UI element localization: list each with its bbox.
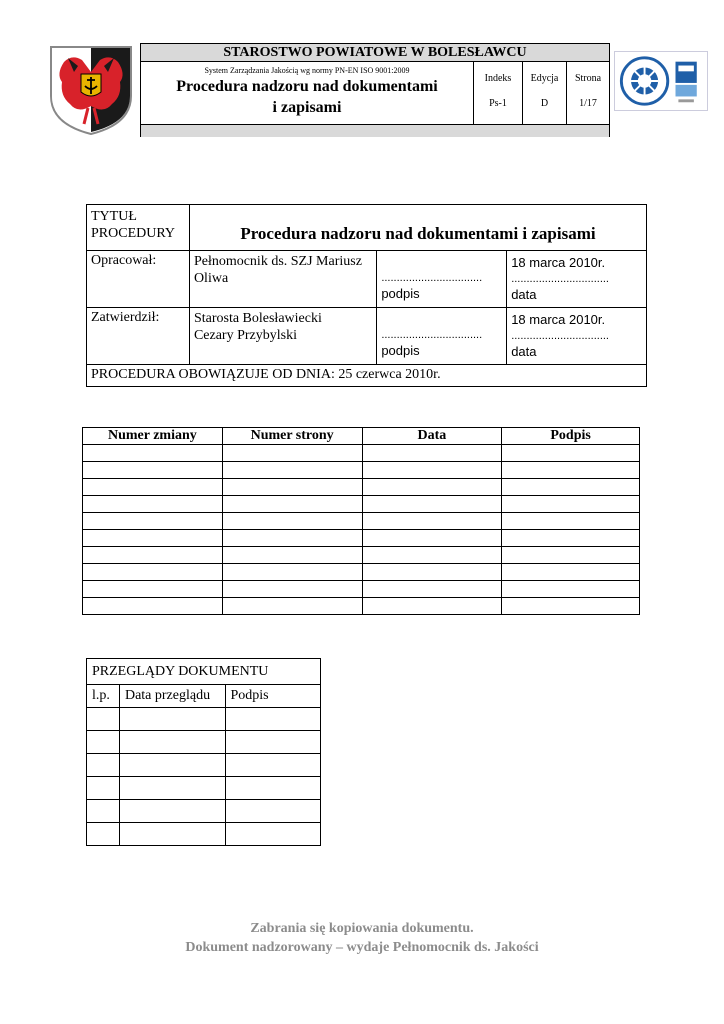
table-row [83, 598, 640, 615]
table-cell [502, 479, 640, 496]
table-cell [502, 547, 640, 564]
table-cell [83, 479, 223, 496]
reviews-header-signature: Podpis [225, 685, 321, 708]
table-cell [222, 496, 362, 513]
table-cell [83, 462, 223, 479]
index-label: Indeks [484, 73, 512, 84]
procedure-title-label-2: PROCEDURY [91, 226, 176, 241]
table-cell [222, 530, 362, 547]
table-cell [362, 479, 502, 496]
table-cell [87, 754, 120, 777]
table-cell [119, 823, 225, 846]
table-cell [362, 581, 502, 598]
footer-line-1: Zabrania się kopiowania dokumentu. [250, 921, 474, 936]
table-cell [83, 598, 223, 615]
table-cell [222, 479, 362, 496]
prepared-signature-label: podpis [381, 286, 420, 301]
table-cell [362, 530, 502, 547]
table-cell [502, 581, 640, 598]
table-cell [502, 564, 640, 581]
table-row [83, 445, 640, 462]
prepared-by-line-2: Oliwa [193, 271, 229, 286]
prepared-date-line: ................................ [511, 273, 609, 285]
page-label: Strona [574, 73, 602, 84]
table-cell [83, 445, 223, 462]
document-header [140, 43, 610, 137]
header-title-line-2: i zapisami [272, 99, 342, 116]
table-cell [502, 513, 640, 530]
reviews-header-review-date: Data przeglądu [119, 685, 225, 708]
table-cell [83, 496, 223, 513]
table-row [87, 800, 321, 823]
table-cell [362, 496, 502, 513]
table-cell [225, 777, 321, 800]
table-cell [502, 598, 640, 615]
footer-notice [0, 919, 724, 957]
table-cell [222, 462, 362, 479]
table-cell [362, 547, 502, 564]
table-cell [83, 581, 223, 598]
prepared-by-line-1: Pełnomocnik ds. SZJ Mariusz [193, 254, 362, 269]
table-cell [87, 777, 120, 800]
prepared-signature-line: ................................. [381, 272, 483, 284]
table-cell [119, 731, 225, 754]
table-row [83, 513, 640, 530]
table-cell [225, 800, 321, 823]
table-cell [362, 513, 502, 530]
table-cell [222, 598, 362, 615]
document-reviews-table [86, 658, 321, 846]
table-row [87, 708, 321, 731]
table-cell [362, 462, 502, 479]
table-cell [83, 564, 223, 581]
table-cell [225, 823, 321, 846]
table-row [83, 547, 640, 564]
table-cell [502, 462, 640, 479]
prepared-date: 18 marca 2010r. [511, 255, 606, 270]
approved-date-label: data [511, 344, 537, 359]
changes-header-signature: Podpis [502, 428, 640, 445]
table-cell [502, 445, 640, 462]
index-value: Ps-1 [489, 98, 507, 109]
quality-system-note: System Zarządzania Jakością wg normy PN-EN ISO 9001:2009 [204, 66, 410, 75]
procedure-title: Procedura nadzoru nad dokumentami i zapisami [189, 205, 646, 251]
table-cell [362, 445, 502, 462]
table-row [87, 731, 321, 754]
table-cell [83, 547, 223, 564]
procedure-title-label-1: TYTUŁ [91, 209, 137, 224]
procedure-info-table [86, 204, 647, 387]
table-cell [119, 754, 225, 777]
table-cell [222, 445, 362, 462]
table-cell [225, 754, 321, 777]
table-row [83, 479, 640, 496]
institution-name: STAROSTWO POWIATOWE W BOLESŁAWCU [141, 44, 609, 62]
approved-signature-line: ................................. [381, 329, 483, 341]
table-row [87, 754, 321, 777]
table-cell [119, 708, 225, 731]
approved-date: 18 marca 2010r. [511, 312, 606, 327]
approved-date-line: ................................ [511, 330, 609, 342]
table-cell [502, 496, 640, 513]
table-row [83, 496, 640, 513]
table-cell [222, 581, 362, 598]
table-cell [222, 547, 362, 564]
table-cell [362, 564, 502, 581]
table-cell [119, 777, 225, 800]
table-cell [119, 800, 225, 823]
changes-header-date: Data [362, 428, 502, 445]
changes-header-change-number: Numer zmiany [83, 428, 223, 445]
table-row [83, 564, 640, 581]
table-cell [225, 708, 321, 731]
table-cell [83, 513, 223, 530]
table-cell [87, 708, 120, 731]
approved-by-line-2: Cezary Przybylski [193, 328, 297, 343]
approved-signature-label: podpis [381, 343, 420, 358]
table-cell [222, 513, 362, 530]
valid-from-text: PROCEDURA OBOWIĄZUJE OD DNIA: 25 czerwca 2010r. [87, 365, 647, 387]
table-row [83, 462, 640, 479]
table-row [87, 823, 321, 846]
changes-header-page-number: Numer strony [222, 428, 362, 445]
table-cell [87, 800, 120, 823]
footer-line-2: Dokument nadzorowany – wydaje Pełnomocnik ds. Jakości [185, 940, 539, 955]
edition-label: Edycja [530, 73, 559, 84]
table-cell [87, 731, 120, 754]
table-row [87, 777, 321, 800]
header-title-line-1: Procedura nadzoru nad dokumentami [176, 78, 438, 95]
coat-of-arms-icon [48, 44, 134, 136]
table-row [83, 530, 640, 547]
reviews-title: PRZEGLĄDY DOKUMENTU [87, 659, 321, 685]
edition-value: D [540, 98, 549, 109]
table-cell [225, 731, 321, 754]
prepared-label: Opracował: [87, 251, 190, 308]
table-cell [83, 530, 223, 547]
changes-table [82, 427, 640, 615]
page-value: 1/17 [579, 98, 597, 109]
approved-by-line-1: Starosta Bolesławiecki [193, 311, 322, 326]
table-cell [502, 530, 640, 547]
prepared-date-label: data [511, 287, 537, 302]
table-cell [87, 823, 120, 846]
approved-label: Zatwierdził: [87, 308, 190, 365]
table-row [83, 581, 640, 598]
reviews-header-lp: l.p. [87, 685, 120, 708]
table-cell [362, 598, 502, 615]
table-cell [222, 564, 362, 581]
certification-logo-icon [614, 51, 708, 111]
